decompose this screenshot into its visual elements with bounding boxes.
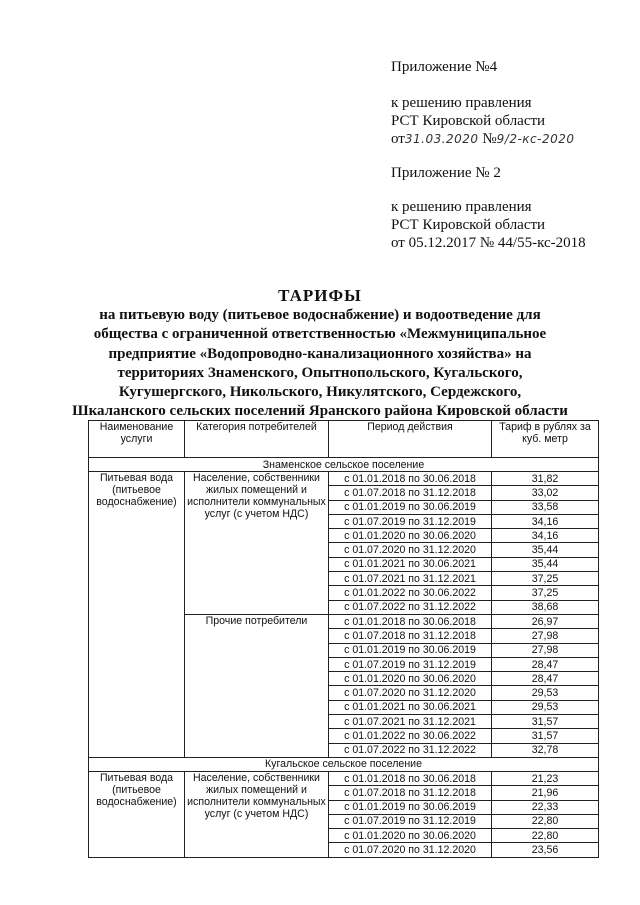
period-cell: с 01.07.2020 по 31.12.2020: [329, 686, 492, 700]
section-name: Знаменское сельское поселение: [89, 458, 599, 472]
decision-1-line-3: [391, 130, 575, 148]
period-cell: с 01.07.2019 по 31.12.2019: [329, 814, 492, 828]
period-cell: с 01.07.2020 по 31.12.2020: [329, 543, 492, 557]
period-cell: с 01.01.2018 по 30.06.2018: [329, 614, 492, 628]
period-cell: с 01.07.2022 по 31.12.2022: [329, 600, 492, 614]
tariff-cell: 29,53: [492, 686, 599, 700]
tariff-cell: 35,44: [492, 557, 599, 571]
period-cell: с 01.07.2019 по 31.12.2019: [329, 657, 492, 671]
tariff-cell: 27,98: [492, 629, 599, 643]
period-cell: с 01.07.2021 по 31.12.2021: [329, 715, 492, 729]
period-cell: с 01.01.2021 по 30.06.2021: [329, 700, 492, 714]
decision-1-line-2: РСТ Кировской области: [391, 113, 546, 129]
period-cell: с 01.07.2018 по 31.12.2018: [329, 629, 492, 643]
period-cell: с 01.01.2019 по 30.06.2019: [329, 643, 492, 657]
decision-2-line-1: к решению правления: [391, 199, 532, 215]
tariff-cell: 37,25: [492, 572, 599, 586]
period-cell: с 01.01.2018 по 30.06.2018: [329, 771, 492, 785]
tariff-cell: 28,47: [492, 657, 599, 671]
table-header-row: [89, 421, 599, 458]
decision-1-line-1: к решению правления: [391, 95, 532, 111]
tariff-cell: 38,68: [492, 600, 599, 614]
decision-1-prefix: от: [391, 131, 405, 147]
service-cell: Питьевая вода (питьевое водоснабжение): [89, 771, 185, 857]
tariff-cell: 33,02: [492, 486, 599, 500]
category-cell: Население, собственники жилых помещений и исполнители коммунальных услуг (с учетом НДС): [185, 472, 329, 615]
table-row: [89, 771, 599, 785]
appendix-2-heading: Приложение № 2: [391, 165, 501, 181]
tariff-cell: 22,33: [492, 800, 599, 814]
period-cell: с 01.01.2019 по 30.06.2019: [329, 800, 492, 814]
document-title: [40, 286, 600, 422]
period-cell: с 01.07.2018 по 31.12.2018: [329, 786, 492, 800]
tariff-cell: 26,97: [492, 614, 599, 628]
tariff-cell: 31,57: [492, 729, 599, 743]
period-cell: с 01.01.2019 по 30.06.2019: [329, 500, 492, 514]
tariff-cell: 21,23: [492, 771, 599, 785]
tariff-cell: 31,82: [492, 472, 599, 486]
section-row: [89, 757, 599, 771]
handwritten-number: 9/2-кс-2020: [496, 132, 575, 146]
tariff-cell: 28,47: [492, 672, 599, 686]
period-cell: с 01.01.2018 по 30.06.2018: [329, 472, 492, 486]
tariff-cell: 23,56: [492, 843, 599, 857]
header-tariff: Тариф в рублях за куб. метр: [492, 421, 599, 458]
title-line: Кугушергского, Никольского, Никулятского, Сердежского,: [118, 384, 522, 401]
header-period: Период действия: [329, 421, 492, 458]
service-cell: Питьевая вода (питьевое водоснабжение): [89, 472, 185, 758]
tariff-cell: 37,25: [492, 586, 599, 600]
tariff-cell: 27,98: [492, 643, 599, 657]
header-category: Категория потребителей: [185, 421, 329, 458]
table-row: [89, 472, 599, 486]
period-cell: с 01.01.2020 по 30.06.2020: [329, 829, 492, 843]
tariff-cell: 35,44: [492, 543, 599, 557]
title-line: на питьевую воду (питьевое водоснабжение) и водоотведение для: [99, 307, 541, 323]
tariff-cell: 22,80: [492, 814, 599, 828]
title-main: ТАРИФЫ: [278, 286, 362, 305]
appendix-4-heading: Приложение №4: [391, 59, 498, 75]
period-cell: с 01.07.2018 по 31.12.2018: [329, 486, 492, 500]
tariff-cell: 34,16: [492, 529, 599, 543]
decision-2-line-3: от 05.12.2017 № 44/55-кс-2018: [391, 235, 586, 251]
period-cell: с 01.07.2022 по 31.12.2022: [329, 743, 492, 757]
period-cell: с 01.07.2020 по 31.12.2020: [329, 843, 492, 857]
category-cell: Население, собственники жилых помещений и исполнители коммунальных услуг (с учетом НДС): [185, 771, 329, 857]
header-service: Наименование услуги: [89, 421, 185, 458]
period-cell: с 01.01.2020 по 30.06.2020: [329, 529, 492, 543]
tariff-cell: 21,96: [492, 786, 599, 800]
period-cell: с 01.07.2021 по 31.12.2021: [329, 572, 492, 586]
title-line: общества с ограниченной ответственностью «Межмуниципальное: [93, 326, 547, 343]
handwritten-date: 31.03.2020: [404, 132, 479, 146]
category-cell: Прочие потребители: [185, 614, 329, 757]
period-cell: с 01.01.2022 по 30.06.2022: [329, 729, 492, 743]
period-cell: с 01.01.2022 по 30.06.2022: [329, 586, 492, 600]
period-cell: с 01.01.2020 по 30.06.2020: [329, 672, 492, 686]
decision-2-line-2: РСТ Кировской области: [391, 217, 546, 233]
tariff-cell: 33,58: [492, 500, 599, 514]
tariff-table: [88, 420, 599, 858]
title-line: территориях Знаменского, Опытнопольского, Кугальского,: [117, 364, 523, 381]
tariff-cell: 31,57: [492, 715, 599, 729]
title-line: Шкаланского сельских поселений Яранского района Кировской области: [72, 403, 568, 420]
tariff-cell: 22,80: [492, 829, 599, 843]
number-sign: №: [482, 131, 497, 147]
section-name: Кугальское сельское поселение: [89, 757, 599, 771]
period-cell: с 01.07.2019 по 31.12.2019: [329, 514, 492, 528]
section-row: [89, 458, 599, 472]
tariff-cell: 32,78: [492, 743, 599, 757]
period-cell: с 01.01.2021 по 30.06.2021: [329, 557, 492, 571]
tariff-cell: 29,53: [492, 700, 599, 714]
title-line: предприятие «Водопроводно-канализационного хозяйства» на: [108, 345, 532, 362]
tariff-cell: 34,16: [492, 514, 599, 528]
